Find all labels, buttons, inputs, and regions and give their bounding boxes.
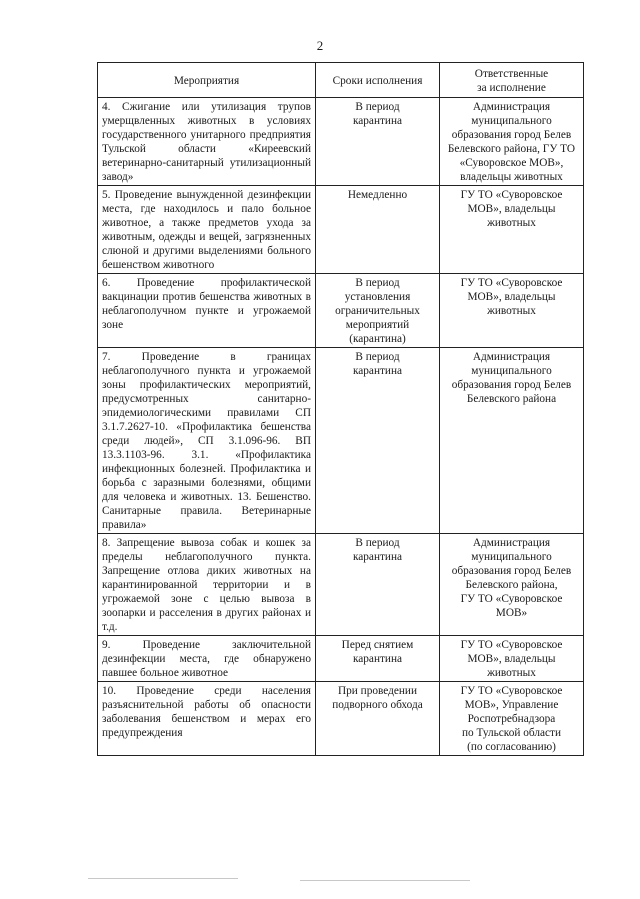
responsible-cell: [440, 98, 584, 186]
responsible-text: Администрация муниципального образования город Белев Белевского района, ГУ ТО «Суворовское МОВ»: [451, 537, 572, 619]
table-row: [98, 186, 584, 274]
deadline-cell: [316, 534, 440, 636]
responsible-cell: [440, 682, 584, 756]
responsible-cell: [440, 636, 584, 682]
responsible-text: ГУ ТО «Суворовское МОВ», Управление Роспотребнадзора по Тульской области (по согласованию): [460, 685, 563, 753]
table-row: [98, 636, 584, 682]
deadline-text: В период карантина: [352, 537, 403, 563]
responsible-text: Администрация муниципального образования город Белев Белевского района, ГУ ТО «Суворовское МОВ», владельцы животных: [447, 101, 576, 183]
activities-table: [97, 62, 584, 756]
scan-artifact: [88, 878, 238, 879]
scan-artifact: [300, 880, 470, 881]
table-row: [98, 348, 584, 534]
activity-cell: 9. Проведение заключительной дезинфекции места, где обнаружено павшее больное животное: [98, 636, 316, 682]
activity-cell: 4. Сжигание или утилизация трупов умерщвленных животных в условиях государственного унитарного предприятия Тульской области «Киреевский ветеринарно-санитарный утилизационный завод»: [98, 98, 316, 186]
header-responsible-text: Ответственные за исполнение: [474, 67, 549, 94]
deadline-text: В период карантина: [352, 351, 403, 377]
deadline-cell: [316, 98, 440, 186]
deadline-cell: [316, 274, 440, 348]
deadline-cell: [316, 682, 440, 756]
responsible-text: ГУ ТО «Суворовское МОВ», владельцы животных: [460, 277, 563, 317]
deadline-text: Немедленно: [347, 189, 408, 201]
activity-cell: 7. Проведение в границах неблагополучного пункта и угрожаемой зоны профилактических мероприятий, предусмотренных санитарно-эпидемиологическими правилами СП 3.1.7.2627-10. «Профилактика бешенства среди людей», СП 3.1.096-96. ВП 13.3.1103-96. 3.1. «Профилактика инфекционных болезней. Профилактика и борьба с заразными болезнями, общими для человека и животных. 13. Бешенство. Санитарные правила. Ветеринарные правила»: [98, 348, 316, 534]
responsible-cell: [440, 274, 584, 348]
table-row: [98, 534, 584, 636]
header-responsible: [440, 63, 584, 98]
header-deadlines: Сроки исполнения: [316, 63, 440, 98]
deadline-cell: [316, 186, 440, 274]
activity-cell: 5. Проведение вынужденной дезинфекции места, где находилось и пало больное животное, а также предметов ухода за животным, одежды и вещей, загрязненных слюной и другими выделениями больного бешенством животного: [98, 186, 316, 274]
table-row: [98, 274, 584, 348]
deadline-text: В период карантина: [352, 101, 403, 127]
responsible-text: ГУ ТО «Суворовское МОВ», владельцы животных: [460, 189, 563, 229]
deadline-cell: [316, 348, 440, 534]
responsible-cell: [440, 186, 584, 274]
deadline-text: При проведении подворного обхода: [332, 685, 423, 711]
responsible-cell: [440, 534, 584, 636]
deadline-text: В период установления ограничительных мероприятий (карантина): [335, 277, 420, 345]
table-header-row: [98, 63, 584, 98]
deadline-text: Перед снятием карантина: [341, 639, 414, 665]
responsible-cell: [440, 348, 584, 534]
page-number: 2: [316, 38, 324, 53]
deadline-cell: [316, 636, 440, 682]
activity-cell: 10. Проведение среди населения разъяснительной работы об опасности заболевания бешенством и мерах его предупреждения: [98, 682, 316, 756]
table-row: [98, 98, 584, 186]
responsible-text: ГУ ТО «Суворовское МОВ», владельцы животных: [460, 639, 563, 679]
table-row: [98, 682, 584, 756]
activity-cell: 8. Запрещение вывоза собак и кошек за пределы неблагополучного пункта. Запрещение отлова диких животных на карантинированной территории и в угрожаемой зоне с целью вывоза в зоопарки и расселения в других районах и т.д.: [98, 534, 316, 636]
responsible-text: Администрация муниципального образования город Белев Белевского района: [451, 351, 572, 405]
activity-cell: 6. Проведение профилактической вакцинации против бешенства животных в неблагополучном пункте и угрожаемой зоне: [98, 274, 316, 348]
header-activities: Мероприятия: [98, 63, 316, 98]
